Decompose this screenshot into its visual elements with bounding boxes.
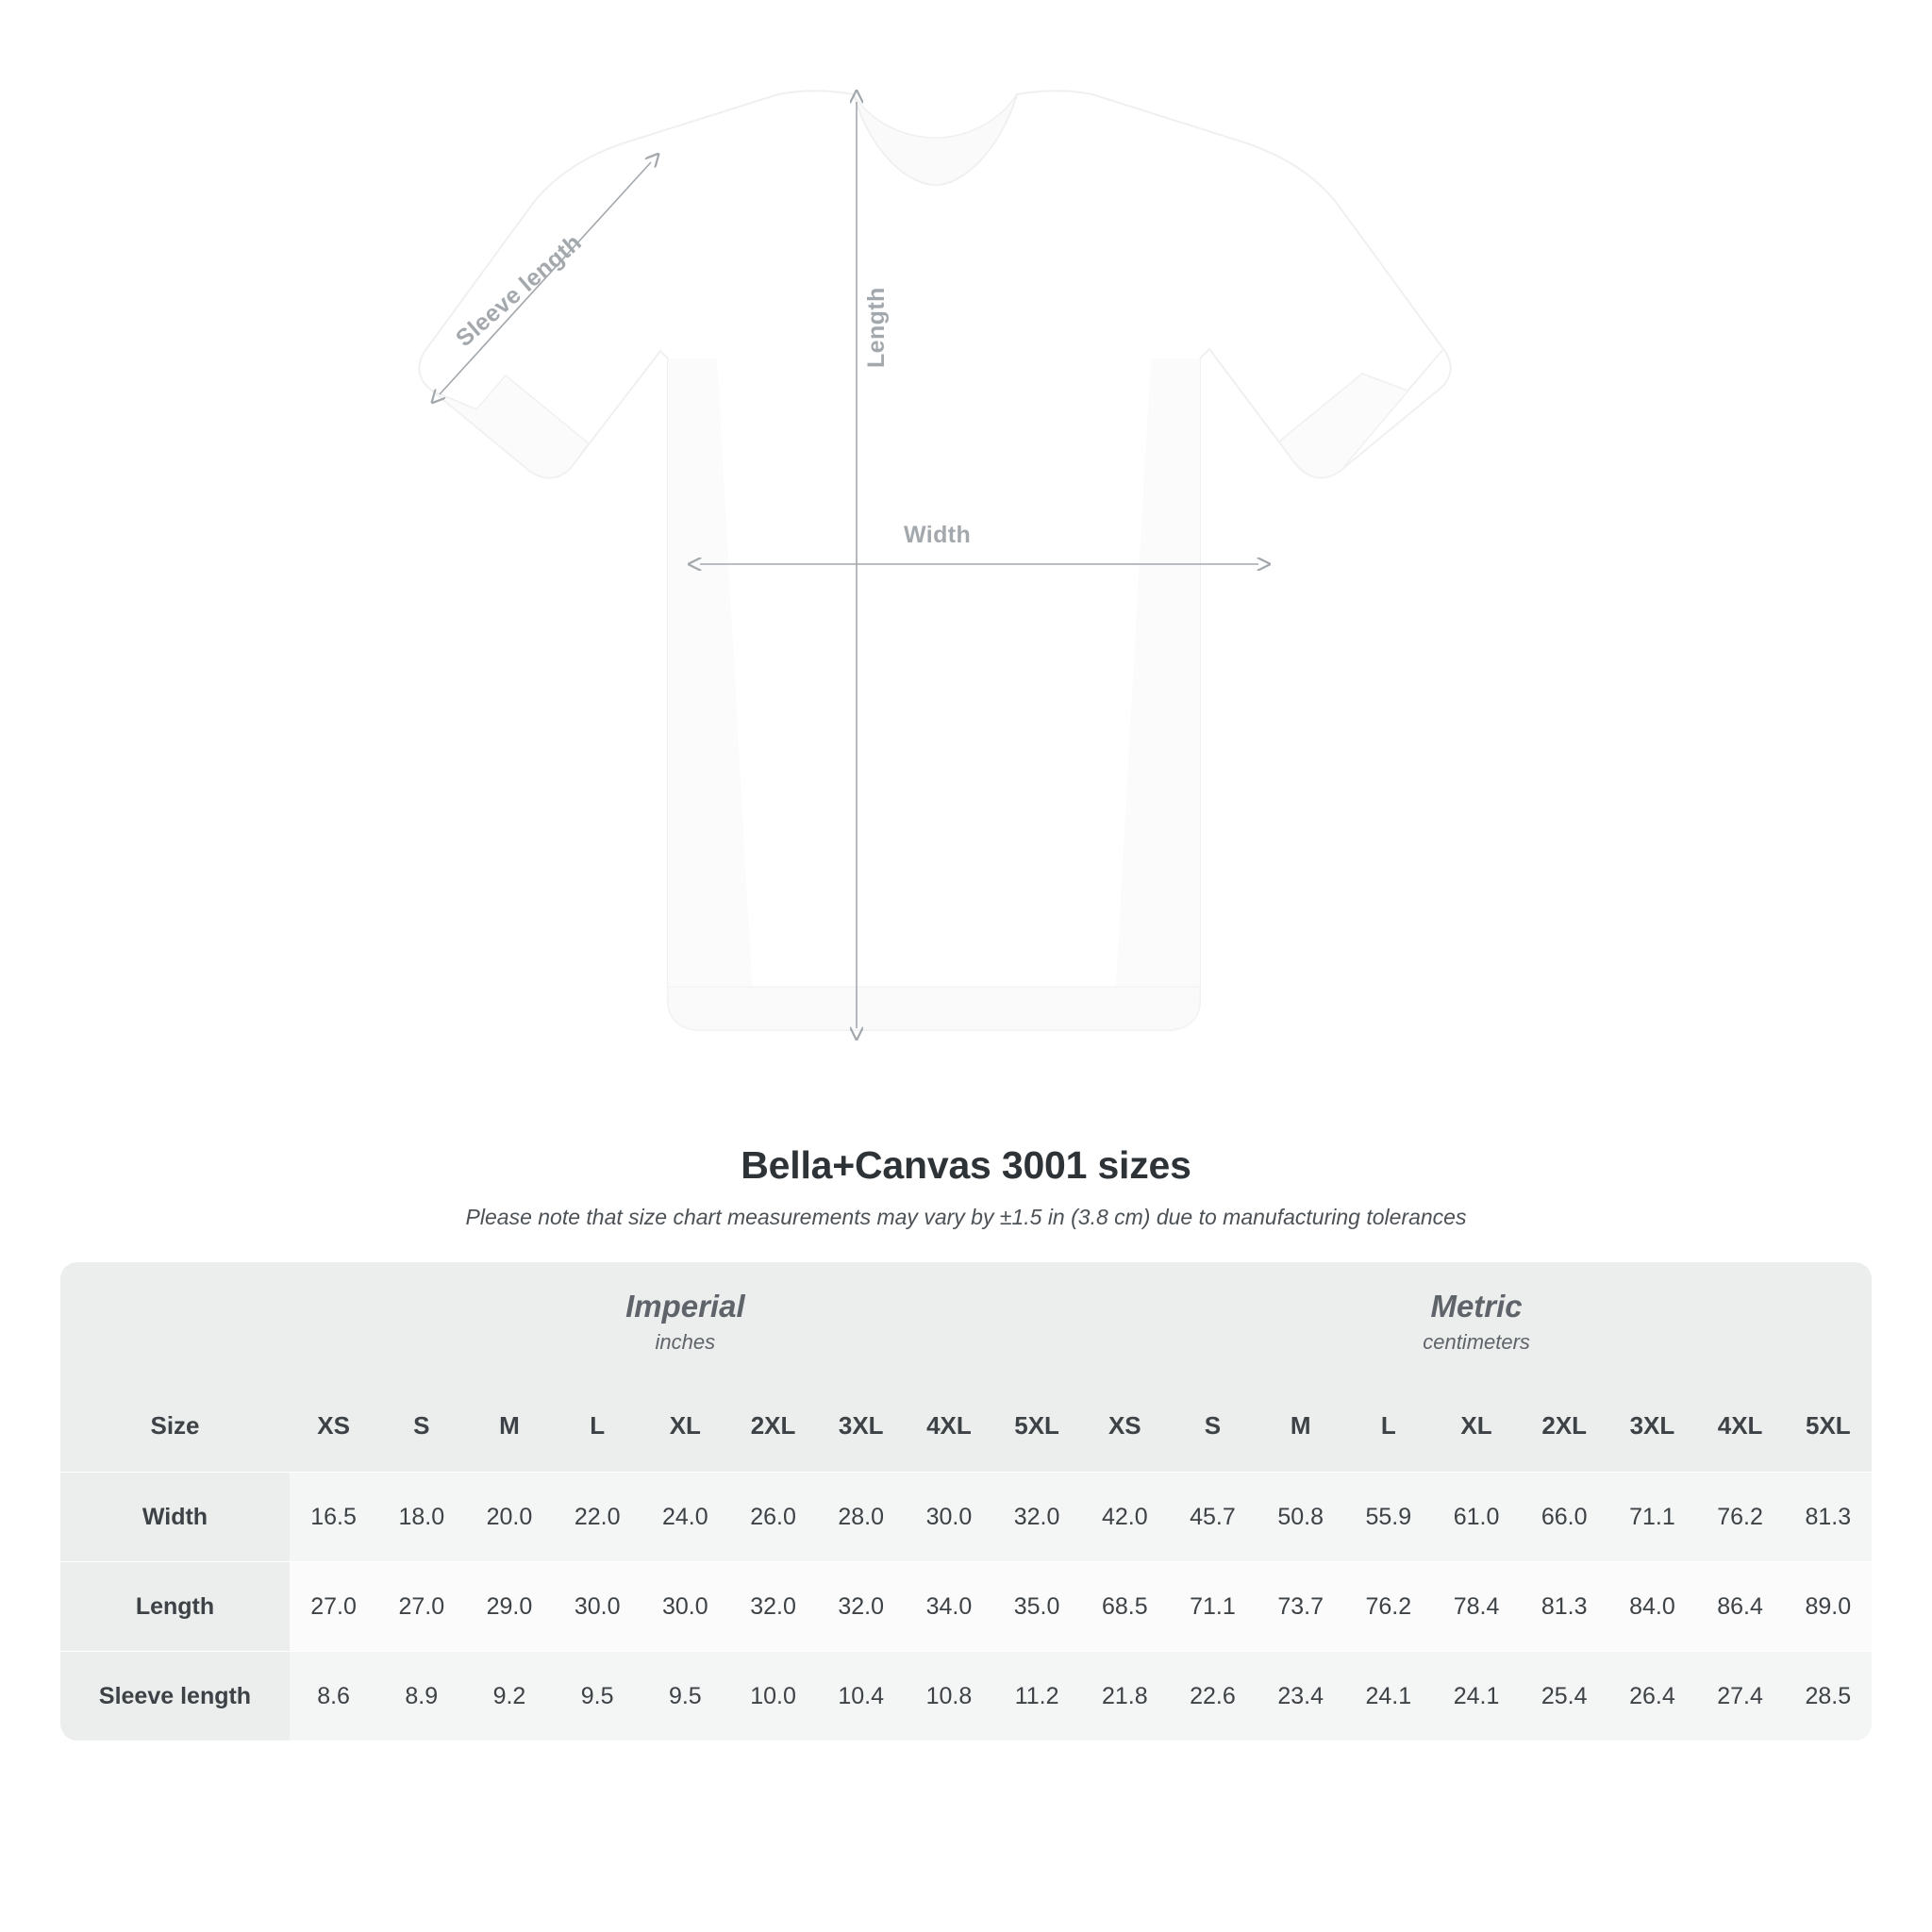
length-m-cm: 73.7 [1257, 1562, 1344, 1652]
size-header-3xl-metric: 3XL [1608, 1379, 1696, 1473]
width-4xl-in: 30.0 [905, 1473, 992, 1562]
length-2xl-cm: 81.3 [1521, 1562, 1608, 1652]
size-header-s-metric: S [1169, 1379, 1257, 1473]
size-header-m-imperial: M [465, 1379, 553, 1473]
unit-header-row [60, 1262, 1872, 1379]
width-2xl-cm: 66.0 [1521, 1473, 1608, 1562]
width-xs-in: 16.5 [290, 1473, 377, 1562]
table-row-width [60, 1473, 1872, 1562]
length-4xl-in: 34.0 [905, 1562, 992, 1652]
length-s-cm: 71.1 [1169, 1562, 1257, 1652]
width-l-cm: 55.9 [1344, 1473, 1432, 1562]
length-s-in: 27.0 [377, 1562, 465, 1652]
sleeve-4xl-in: 10.8 [905, 1652, 992, 1741]
row-label-length: Length [60, 1562, 290, 1652]
size-header-xl-imperial: XL [641, 1379, 729, 1473]
title-block [0, 1143, 1932, 1230]
sleeve-m-cm: 23.4 [1257, 1652, 1344, 1741]
width-4xl-cm: 76.2 [1696, 1473, 1784, 1562]
length-4xl-cm: 86.4 [1696, 1562, 1784, 1652]
unit-header-blank [60, 1262, 290, 1379]
size-header-l-metric: L [1344, 1379, 1432, 1473]
width-m-cm: 50.8 [1257, 1473, 1344, 1562]
width-s-in: 18.0 [377, 1473, 465, 1562]
size-header-xl-metric: XL [1432, 1379, 1520, 1473]
width-5xl-in: 32.0 [993, 1473, 1081, 1562]
sleeve-s-in: 8.9 [377, 1652, 465, 1741]
width-xs-cm: 42.0 [1081, 1473, 1169, 1562]
unit-header-imperial [290, 1262, 1081, 1379]
size-header-2xl-imperial: 2XL [729, 1379, 817, 1473]
sleeve-2xl-cm: 25.4 [1521, 1652, 1608, 1741]
length-3xl-in: 32.0 [817, 1562, 905, 1652]
size-header-l-imperial: L [554, 1379, 641, 1473]
size-table [60, 1262, 1872, 1740]
row-label-sleeve-length: Sleeve length [60, 1652, 290, 1741]
size-header-5xl-imperial: 5XL [993, 1379, 1081, 1473]
sleeve-3xl-in: 10.4 [817, 1652, 905, 1741]
table-row-sleeve-length [60, 1652, 1872, 1741]
sleeve-length-label: Sleeve length [451, 228, 587, 353]
length-2xl-in: 32.0 [729, 1562, 817, 1652]
length-xs-in: 27.0 [290, 1562, 377, 1652]
width-5xl-cm: 81.3 [1784, 1473, 1872, 1562]
length-xl-in: 30.0 [641, 1562, 729, 1652]
sleeve-4xl-cm: 27.4 [1696, 1652, 1784, 1741]
size-header-xs-imperial: XS [290, 1379, 377, 1473]
tshirt-shape [419, 91, 1450, 1030]
imperial-sub: inches [655, 1330, 716, 1354]
length-l-in: 30.0 [554, 1562, 641, 1652]
length-m-in: 29.0 [465, 1562, 553, 1652]
length-l-cm: 76.2 [1344, 1562, 1432, 1652]
size-header-s-imperial: S [377, 1379, 465, 1473]
length-3xl-cm: 84.0 [1608, 1562, 1696, 1652]
width-s-cm: 45.7 [1169, 1473, 1257, 1562]
length-xs-cm: 68.5 [1081, 1562, 1169, 1652]
sleeve-2xl-in: 10.0 [729, 1652, 817, 1741]
metric-sub: centimeters [1423, 1330, 1530, 1354]
sleeve-m-in: 9.2 [465, 1652, 553, 1741]
size-header-xs-metric: XS [1081, 1379, 1169, 1473]
metric-name: Metric [1430, 1289, 1523, 1324]
width-xl-cm: 61.0 [1432, 1473, 1520, 1562]
tolerance-note: Please note that size chart measurements may vary by ±1.5 in (3.8 cm) due to manufacturing tolerances [465, 1205, 1467, 1229]
sleeve-l-cm: 24.1 [1344, 1652, 1432, 1741]
table-row-length [60, 1562, 1872, 1652]
sleeve-s-cm: 22.6 [1169, 1652, 1257, 1741]
sleeve-5xl-cm: 28.5 [1784, 1652, 1872, 1741]
size-header-m-metric: M [1257, 1379, 1344, 1473]
length-xl-cm: 78.4 [1432, 1562, 1520, 1652]
page-title: Bella+Canvas 3001 sizes [741, 1143, 1191, 1187]
size-header-5xl-metric: 5XL [1784, 1379, 1872, 1473]
width-xl-in: 24.0 [641, 1473, 729, 1562]
width-3xl-in: 28.0 [817, 1473, 905, 1562]
sleeve-3xl-cm: 26.4 [1608, 1652, 1696, 1741]
row-label-width: Width [60, 1473, 290, 1562]
size-header-2xl-metric: 2XL [1521, 1379, 1608, 1473]
width-m-in: 20.0 [465, 1473, 553, 1562]
size-table-wrapper [60, 1262, 1872, 1740]
width-l-in: 22.0 [554, 1473, 641, 1562]
size-header-4xl-metric: 4XL [1696, 1379, 1784, 1473]
width-label: Width [904, 522, 972, 548]
length-5xl-in: 35.0 [993, 1562, 1081, 1652]
sleeve-xs-in: 8.6 [290, 1652, 377, 1741]
width-3xl-cm: 71.1 [1608, 1473, 1696, 1562]
sleeve-xl-in: 9.5 [641, 1652, 729, 1741]
sleeve-l-in: 9.5 [554, 1652, 641, 1741]
sleeve-xl-cm: 24.1 [1432, 1652, 1520, 1741]
size-header-row [60, 1379, 1872, 1473]
sleeve-5xl-in: 11.2 [993, 1652, 1081, 1741]
length-label: Length [863, 287, 890, 368]
unit-header-metric [1081, 1262, 1872, 1379]
sleeve-xs-cm: 21.8 [1081, 1652, 1169, 1741]
size-header-3xl-imperial: 3XL [817, 1379, 905, 1473]
size-header-label: Size [60, 1379, 290, 1473]
length-5xl-cm: 89.0 [1784, 1562, 1872, 1652]
size-header-4xl-imperial: 4XL [905, 1379, 992, 1473]
imperial-name: Imperial [625, 1289, 745, 1324]
width-2xl-in: 26.0 [729, 1473, 817, 1562]
